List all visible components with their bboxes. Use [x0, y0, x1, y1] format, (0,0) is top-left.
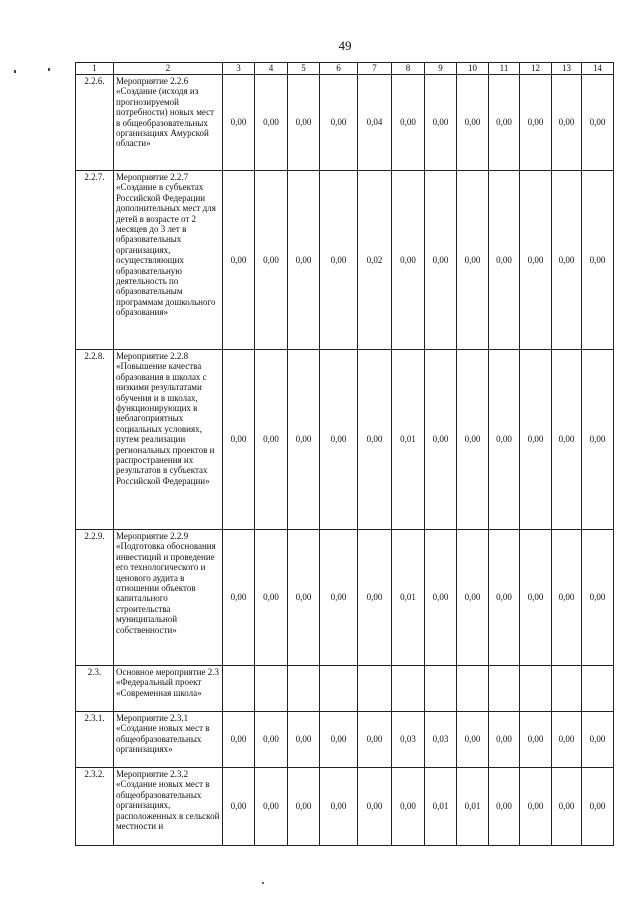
row-name: Мероприятие 2.2.8 «Повышение качества образования в школах с низкими результатами обучения и в школах, функционирующих в неблагоприятных социальных условиях, путем реализации региональных проектов и распространения их результатов в субъектах Российской Федерации» [114, 350, 223, 530]
row-value: 0,00 [489, 530, 520, 666]
row-value: 0,00 [320, 712, 358, 768]
row-value: 0,01 [392, 530, 425, 666]
row-value: 0,00 [425, 530, 457, 666]
row-value: 0,00 [425, 75, 457, 171]
row-value: 0,00 [489, 171, 520, 350]
row-value: 0,00 [552, 530, 582, 666]
row-value: 0,00 [358, 350, 392, 530]
table-row [76, 768, 614, 846]
row-name: Мероприятие 2.2.6 «Создание (исходя из прогнозируемой потребности) новых мест в общеобразовательных организациях Амурской области» [114, 75, 223, 171]
row-code: 2.3.2. [76, 768, 114, 846]
column-header: 7 [358, 63, 392, 75]
row-value: 0,00 [255, 768, 288, 846]
column-header: 4 [255, 63, 288, 75]
row-value: 0,00 [392, 171, 425, 350]
row-value: 0,00 [255, 171, 288, 350]
row-value: 0,00 [288, 75, 320, 171]
row-value: 0,00 [425, 350, 457, 530]
column-header: 14 [582, 63, 614, 75]
row-value: 0,01 [457, 768, 489, 846]
row-value [255, 666, 288, 712]
row-value: 0,00 [552, 712, 582, 768]
row-value: 0,00 [457, 171, 489, 350]
row-value: 0,00 [288, 350, 320, 530]
column-header: 9 [425, 63, 457, 75]
row-value: 0,00 [520, 171, 552, 350]
row-value [425, 666, 457, 712]
column-header: 8 [392, 63, 425, 75]
row-value: 0,00 [520, 712, 552, 768]
row-value [392, 666, 425, 712]
column-header: 10 [457, 63, 489, 75]
row-value: 0,01 [425, 768, 457, 846]
row-value: 0,00 [552, 768, 582, 846]
row-value: 0,00 [552, 75, 582, 171]
row-value: 0,00 [457, 530, 489, 666]
row-code: 2.2.8. [76, 350, 114, 530]
row-value: 0,00 [223, 171, 255, 350]
scan-mark [48, 68, 50, 71]
row-value [223, 666, 255, 712]
row-value: 0,00 [288, 712, 320, 768]
row-value: 0,00 [489, 75, 520, 171]
column-header: 1 [76, 63, 114, 75]
row-value: 0,00 [582, 712, 614, 768]
table-row [76, 350, 614, 530]
column-header: 3 [223, 63, 255, 75]
row-value: 0,00 [520, 350, 552, 530]
row-name: Мероприятие 2.2.9 «Подготовка обоснования инвестиций и проведение его технологического и ценового аудита в отношении объектов капитального строительства муниципальной собственности» [114, 530, 223, 666]
row-value: 0,00 [358, 712, 392, 768]
row-value: 0,00 [223, 768, 255, 846]
row-value: 0,00 [489, 768, 520, 846]
row-value: 0,00 [552, 350, 582, 530]
row-value: 0,00 [358, 768, 392, 846]
row-value [582, 666, 614, 712]
row-name: Основное мероприятие 2.3 «Федеральный проект «Современная школа» [114, 666, 223, 712]
row-value [520, 666, 552, 712]
row-value: 0,00 [320, 350, 358, 530]
row-code: 2.3. [76, 666, 114, 712]
row-value: 0,01 [392, 350, 425, 530]
funding-table [75, 62, 614, 846]
row-value: 0,00 [520, 768, 552, 846]
row-value: 0,00 [358, 530, 392, 666]
row-code: 2.2.9. [76, 530, 114, 666]
row-value: 0,00 [288, 768, 320, 846]
page-number: 49 [338, 38, 352, 53]
row-value: 0,00 [552, 171, 582, 350]
row-value [320, 666, 358, 712]
row-value: 0,00 [457, 75, 489, 171]
row-value: 0,00 [582, 350, 614, 530]
row-code: 2.2.6. [76, 75, 114, 171]
column-header: 2 [114, 63, 223, 75]
row-value: 0,00 [288, 530, 320, 666]
column-header: 5 [288, 63, 320, 75]
column-header: 12 [520, 63, 552, 75]
table-row [76, 75, 614, 171]
row-value [457, 666, 489, 712]
row-value: 0,02 [358, 171, 392, 350]
row-value: 0,00 [320, 171, 358, 350]
row-value: 0,03 [392, 712, 425, 768]
row-value: 0,00 [392, 75, 425, 171]
row-value [288, 666, 320, 712]
row-value [489, 666, 520, 712]
row-name: Мероприятие 2.2.7 «Создание в субъектах Российской Федерации дополнительных мест для детей в возрасте от 2 месяцев до 3 лет в образовательных организациях, осуществляющих образовательную деятельность по образовательным программам дошкольного образования» [114, 171, 223, 350]
column-header: 13 [552, 63, 582, 75]
row-code: 2.3.1. [76, 712, 114, 768]
table-row [76, 530, 614, 666]
row-value: 0,00 [223, 712, 255, 768]
table-row [76, 712, 614, 768]
row-value [358, 666, 392, 712]
scan-mark [14, 70, 16, 73]
column-header: 11 [489, 63, 520, 75]
row-value: 0,00 [582, 75, 614, 171]
row-value: 0,00 [320, 768, 358, 846]
row-value: 0,00 [392, 768, 425, 846]
row-value: 0,03 [425, 712, 457, 768]
column-number-row [76, 63, 614, 75]
row-value [552, 666, 582, 712]
row-value: 0,00 [582, 530, 614, 666]
row-value: 0,00 [582, 768, 614, 846]
row-value: 0,04 [358, 75, 392, 171]
column-header: 6 [320, 63, 358, 75]
row-value: 0,00 [457, 350, 489, 530]
row-value: 0,00 [582, 171, 614, 350]
row-value: 0,00 [223, 350, 255, 530]
row-value: 0,00 [489, 350, 520, 530]
row-name: Мероприятие 2.3.1 «Создание новых мест в общеобразовательных организациях» [114, 712, 223, 768]
row-value: 0,00 [255, 350, 288, 530]
row-value: 0,00 [520, 75, 552, 171]
scan-mark [262, 882, 264, 884]
row-value: 0,00 [223, 530, 255, 666]
row-value: 0,00 [320, 530, 358, 666]
row-value: 0,00 [255, 75, 288, 171]
row-code: 2.2.7. [76, 171, 114, 350]
row-value: 0,00 [288, 171, 320, 350]
row-value: 0,00 [320, 75, 358, 171]
row-value: 0,00 [255, 530, 288, 666]
row-value: 0,00 [457, 712, 489, 768]
row-value: 0,00 [520, 530, 552, 666]
row-value: 0,00 [489, 712, 520, 768]
table-row [76, 171, 614, 350]
row-value: 0,00 [223, 75, 255, 171]
row-value: 0,00 [425, 171, 457, 350]
table-row [76, 666, 614, 712]
row-name: Мероприятие 2.3.2 «Создание новых мест в общеобразовательных организациях, расположенных в сельской местности и [114, 768, 223, 846]
row-value: 0,00 [255, 712, 288, 768]
